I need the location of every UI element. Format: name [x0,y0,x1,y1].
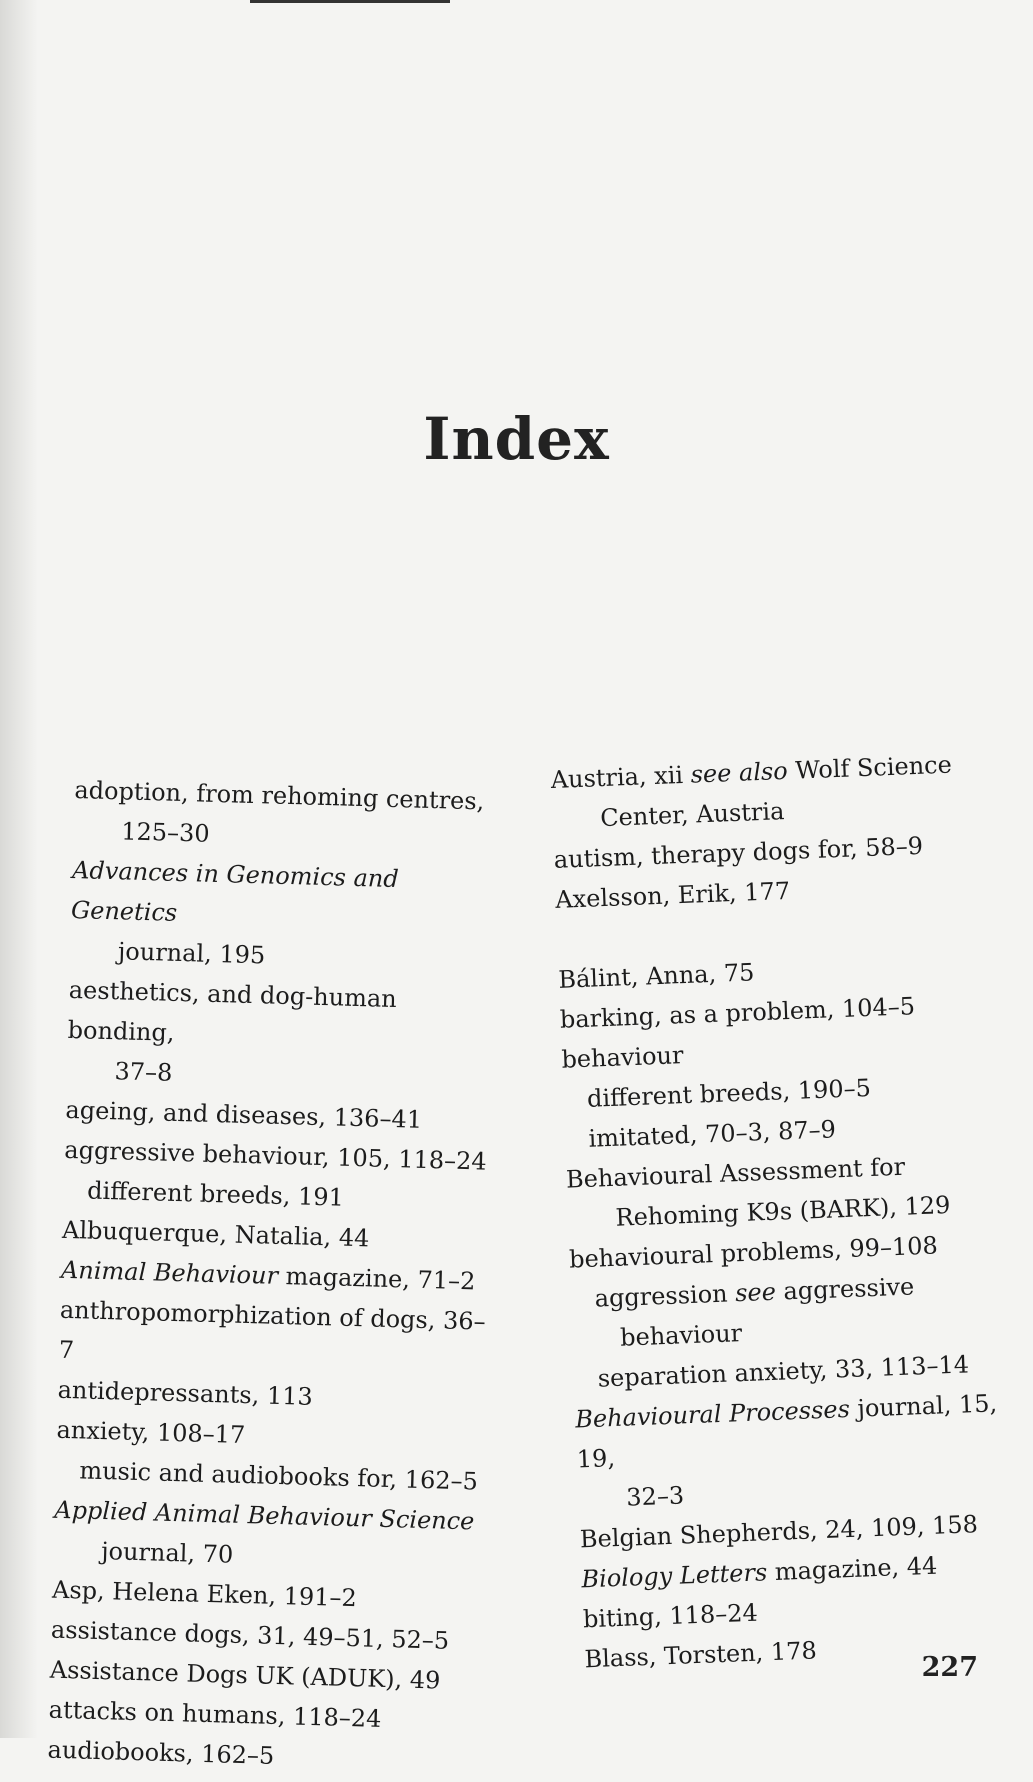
entry-text: magazine, 44 [766,1551,938,1587]
entry-text: separation anxiety, 33, 113–14 [597,1350,970,1393]
entry-text: Axelsson, Erik, 177 [554,876,791,914]
index-column-left [47,770,515,1782]
entry-text: autism, therapy dogs for, 58–9 [553,831,924,874]
page-gutter-shadow [0,0,38,1738]
entry-text: Animal Behaviour [60,1255,279,1290]
entry-text: Behavioural Assessment for [565,1152,906,1194]
entry-text: journal, 70 [100,1537,234,1569]
entry-text: imitated, 70–3, 87–9 [588,1115,837,1153]
index-entry [58,1290,500,1382]
entry-text: aesthetics, and dog-human bonding, [67,975,398,1047]
entry-text: behavioural problems, 99–108 [568,1231,939,1274]
entry-text: barking, as a problem, 104–5 [559,992,916,1034]
entry-text: assistance dogs, 31, 49–51, 52–5 [50,1615,450,1655]
entry-text: ageing, and diseases, 136–41 [65,1095,423,1134]
entry-text: see [734,1277,777,1308]
entry-text: Rehoming K9s (BARK), 129 [615,1190,951,1232]
entry-text: different breeds, 191 [86,1176,345,1212]
entry-text: anthropomorphization of dogs, 36–7 [58,1295,486,1365]
top-edge-rule [250,0,450,3]
page-number: 227 [921,1652,978,1683]
entry-text: 37–8 [114,1057,173,1087]
entry-text: behaviour [619,1319,743,1352]
entry-text: Asp, Helena Eken, 191–2 [51,1575,358,1613]
index-entry [53,1490,495,1582]
entry-text: Behavioural Processes [574,1394,851,1434]
entry-text: behaviour [560,1041,684,1074]
entry-text: Assistance Dogs UK (ADUK), 49 [49,1655,441,1695]
index-column-right [550,743,1025,1679]
entry-text: Wolf Science [787,750,953,785]
entry-text: Bálint, Anna, 75 [557,958,755,994]
entry-text: Albuquerque, Natalia, 44 [61,1215,370,1253]
entry-text: audiobooks, 162–5 [47,1735,275,1770]
index-entry [575,1383,1019,1520]
page-title: Index [423,405,610,473]
entry-text: 32–3 [625,1481,685,1512]
entry-text: journal, 15, 19, [576,1389,998,1474]
entry-text: adoption, from rehoming centres, [74,775,485,816]
entry-text: biting, 118–24 [582,1598,759,1634]
entry-text: Austria, xii [550,760,692,794]
index-entry [69,850,512,982]
entry-text: different breeds, 190–5 [586,1073,872,1113]
index-entry [565,1143,1008,1240]
entry-text: aggression [594,1279,736,1313]
entry-text: Applied Animal Behaviour Science [53,1495,475,1536]
entry-text: Belgian Shepherds, 24, 109, 158 [579,1510,979,1554]
entry-text: anxiety, 108–17 [56,1415,246,1450]
entry-text: attacks on humans, 118–24 [48,1695,382,1733]
entry-text: Blass, Torsten, 178 [584,1636,818,1674]
entry-text: Advances in Genomics and Genetics [70,855,400,927]
entry-text: 125–30 [120,817,211,848]
entry-text: see also [690,756,789,789]
entry-text: music and audiobooks for, 162–5 [79,1456,479,1496]
entry-text: aggressive [775,1272,915,1306]
entry-text: Center, Austria [599,797,785,833]
entry-text: journal, 195 [117,937,266,970]
index-entry [66,970,509,1102]
entry-text: magazine, 71–2 [277,1261,476,1296]
entry-text: Biology Letters [580,1558,768,1594]
entry-text: aggressive behaviour, 105, 118–24 [63,1135,488,1176]
entry-text: antidepressants, 113 [57,1375,314,1411]
index-entry [73,770,515,862]
